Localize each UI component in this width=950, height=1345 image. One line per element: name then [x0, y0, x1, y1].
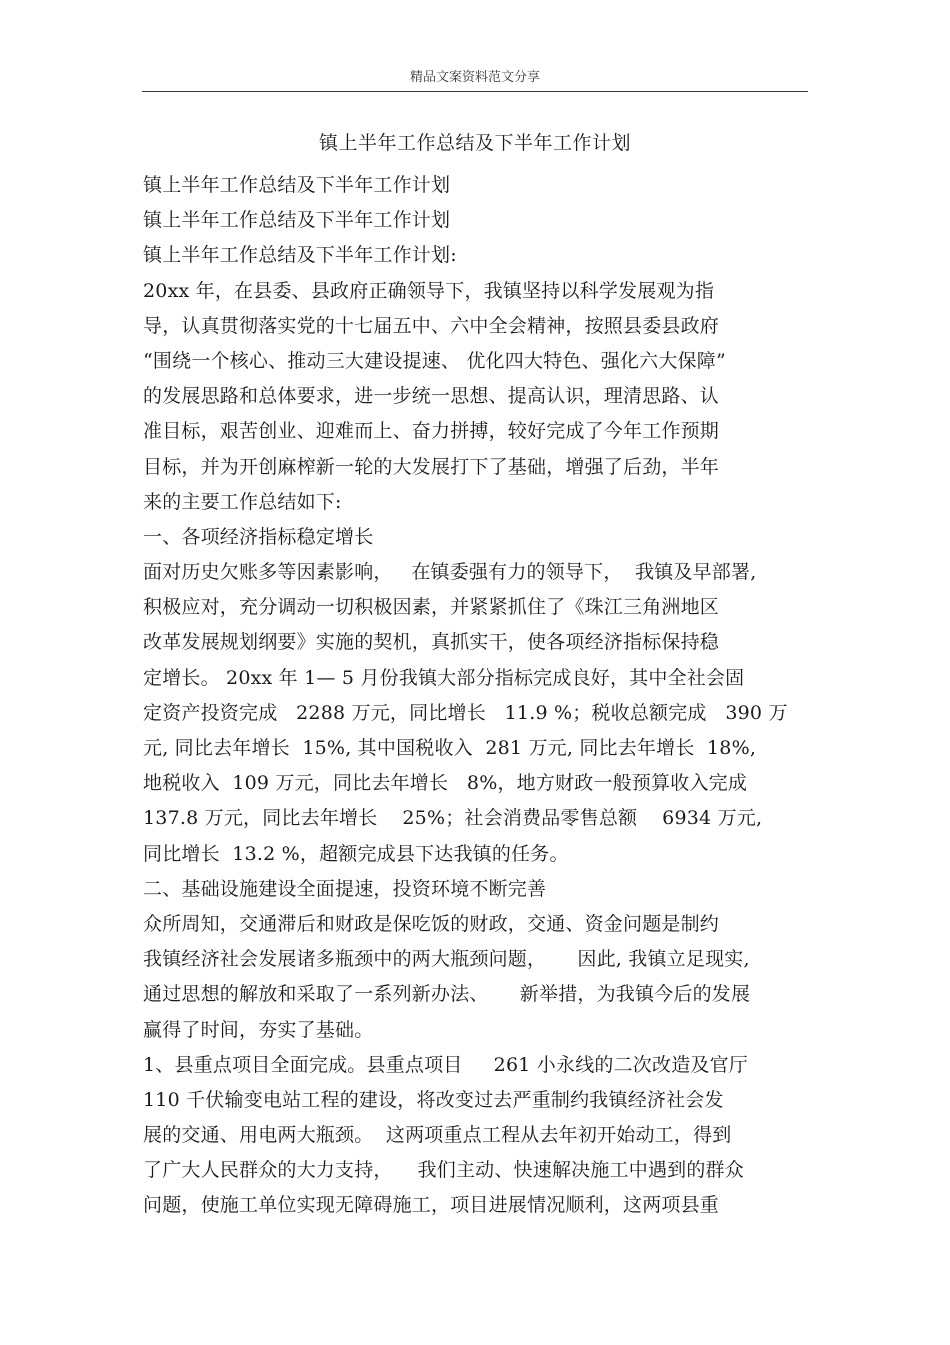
document-title: 镇上半年工作总结及下半年工作计划 [318, 132, 631, 154]
body-line: 展的交通、用电两大瓶颈。 这两项重点工程从去年初开始动工，得到 [143, 1124, 732, 1147]
body-line: 同比增长 13.2 %，超额完成县下达我镇的任务。 [143, 842, 569, 865]
body-line: 1、县重点项目全面完成。县重点项目 261 小永线的二次改造及官厅 [143, 1053, 748, 1076]
body-line: 的发展思路和总体要求，进一步统一思想、提高认识，理清思路、认 [143, 385, 720, 408]
body-line: 20xx 年，在县委、县政府正确领导下，我镇坚持以科学发展观为指 [143, 279, 715, 302]
body-line: 定增长。 20xx 年 1— 5 月份我镇大部分指标完成良好，其中全社会固 [143, 666, 745, 689]
body-line: 导，认真贯彻落实党的十七届五中、六中全会精神，按照县委县政府 [143, 314, 720, 337]
body-line: 元, 同比去年增长 15%, 其中国税收入 281 万元, 同比去年增长 18%, [143, 737, 757, 759]
body-line: 110 千伏输变电站工程的建设，将改变过去严重制约我镇经济社会发 [143, 1088, 724, 1111]
body-line: 137.8 万元，同比去年增长 25%；社会消费品零售总额 6934 万元, [143, 807, 763, 830]
page-header-text: 精品文案资料范文分享 [409, 70, 540, 85]
body-line: 通过思想的解放和采取了一系列新办法、 新举措，为我镇今后的发展 [143, 983, 751, 1006]
header-divider [142, 91, 808, 92]
body-line: 镇上半年工作总结及下半年工作计划 [143, 209, 451, 232]
body-line: 来的主要工作总结如下: [143, 490, 342, 513]
body-line: 镇上半年工作总结及下半年工作计划: [143, 244, 457, 267]
body-line: 镇上半年工作总结及下半年工作计划 [143, 174, 451, 196]
body-line: “围绕一个核心、推动三大建设提速、 优化四大特色、强化六大保障” [143, 349, 726, 372]
body-line: 赢得了时间，夯实了基础。 [143, 1018, 374, 1041]
body-line: 问题，使施工单位实现无障碍施工，项目进展情况顺利，这两项县重 [143, 1194, 720, 1217]
body-line: 面对历史欠账多等因素影响， 在镇委强有力的领导下， 我镇及早部署, [143, 561, 757, 584]
body-line: 我镇经济社会发展诸多瓶颈中的两大瓶颈问题， 因此, 我镇立足现实, [143, 948, 750, 971]
document-body [143, 168, 813, 1224]
body-line: 积极应对，充分调动一切积极因素，并紧紧抓住了《珠江三角洲地区 [143, 596, 720, 619]
body-line: 目标，并为开创麻榨新一轮的大发展打下了基础，增强了后劲，半年 [143, 455, 720, 478]
body-line: 改革发展规划纲要》实施的契机，真抓实干，使各项经济指标保持稳 [143, 631, 720, 654]
body-line: 地税收入 109 万元，同比去年增长 8%，地方财政一般预算收入完成 [143, 772, 748, 795]
body-line: 了广大人民群众的大力支持， 我们主动、快速解决施工中遇到的群众 [143, 1159, 744, 1182]
body-line: 定资产投资完成 2288 万元，同比增长 11.9 %；税收总额完成 390 万 [143, 701, 788, 724]
body-line: 众所周知，交通滞后和财政是保吃饭的财政，交通、资金问题是制约 [143, 912, 720, 935]
section-heading: 二、基础设施建设全面提速，投资环境不断完善 [143, 877, 547, 900]
section-heading: 一、各项经济指标稳定增长 [143, 525, 374, 548]
body-line: 准目标，艰苦创业、迎难而上、奋力拼搏，较好完成了今年工作预期 [143, 420, 720, 443]
